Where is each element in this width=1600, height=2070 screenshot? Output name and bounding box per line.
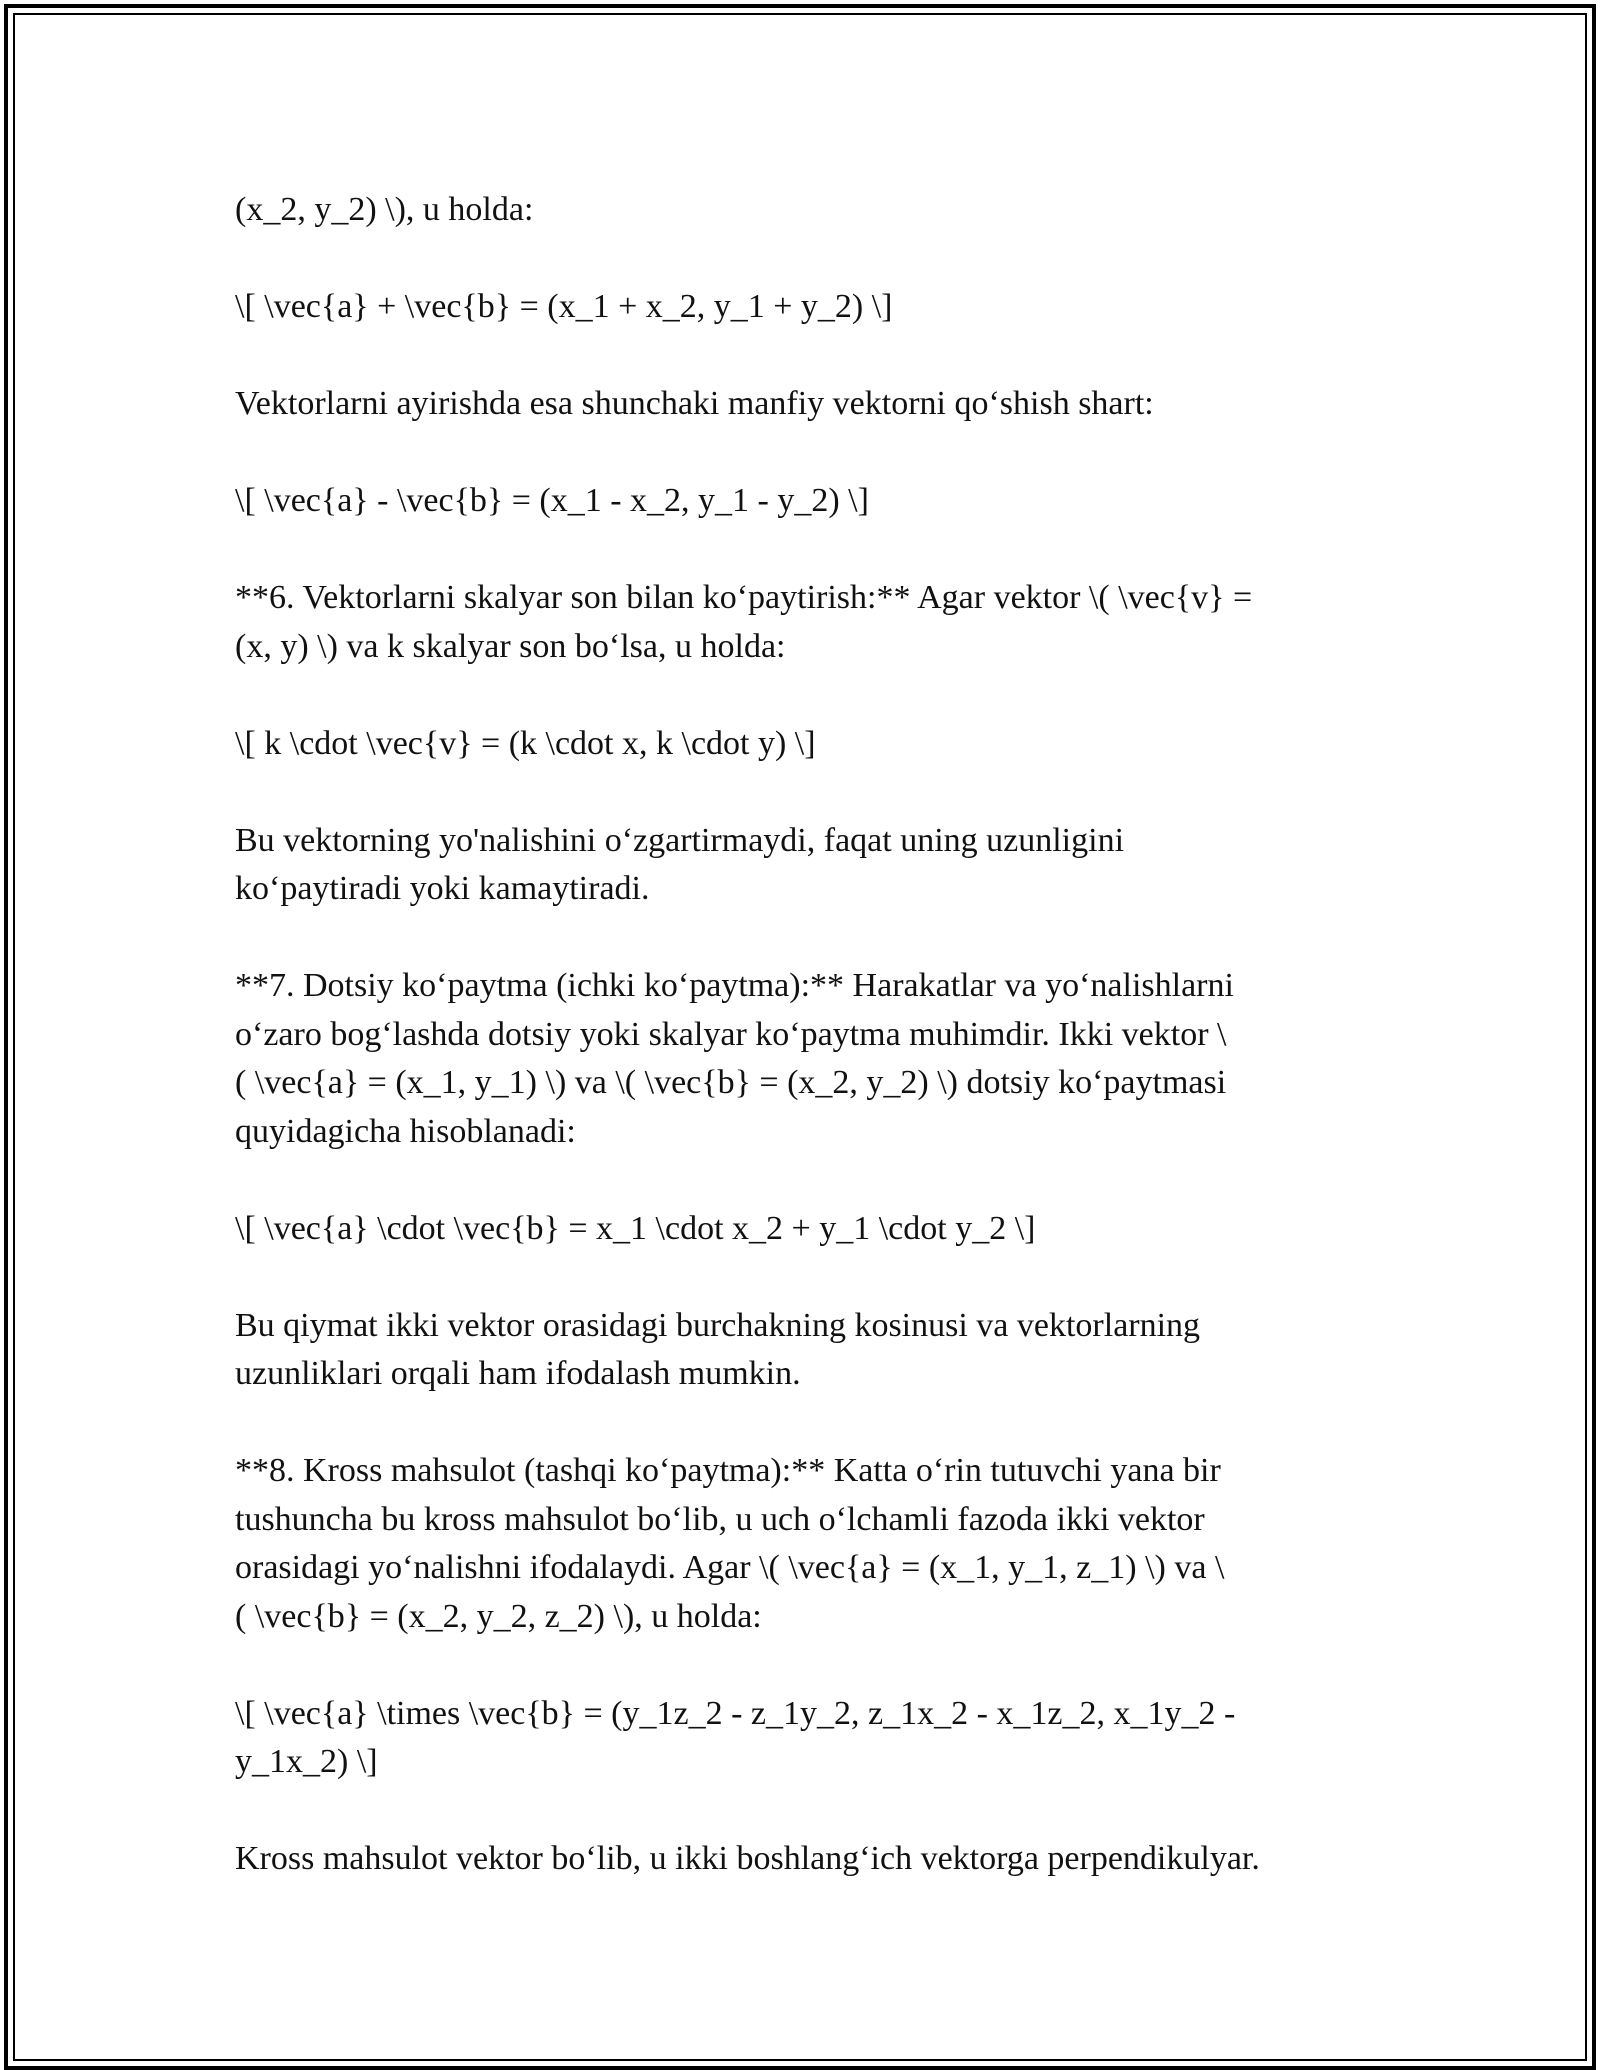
text-line: ( \vec{a} = (x_1, y_1) \) va \( \vec{b} = (x_2, y_2) \) dotsiy ko‘paytmasi xyxy=(235,1064,1227,1101)
paragraph-dot-product-note xyxy=(235,1302,1360,1399)
text-line: quyidagicha hisoblanadi: xyxy=(235,1112,576,1150)
text-line: orasidagi yo‘nalishni ifodalaydi. Agar \( \vec{a} = (x_1, y_1, z_1) \) va \ xyxy=(235,1549,1225,1586)
text-line: ko‘paytiradi yoki kamaytiradi. xyxy=(235,870,650,907)
equation-dot-product xyxy=(235,1205,1360,1254)
equation-vector-difference xyxy=(235,477,1360,526)
text-line: **8. Kross mahsulot (tashqi ko‘paytma):** Katta o‘rin tutuvchi yana bir xyxy=(235,1452,1221,1489)
text-line: Bu qiymat ikki vektor orasidagi burchakning kosinusi va vektorlarning xyxy=(235,1306,1201,1344)
text-line: (x_2, y_2) \), u holda: xyxy=(235,191,534,228)
equation-vector-sum xyxy=(235,283,1360,332)
text-line: \[ \vec{a} + \vec{b} = (x_1 + x_2, y_1 + y_2) \] xyxy=(235,288,893,325)
text-line: **6. Vektorlarni skalyar son bilan ko‘paytirish:** Agar vektor \( \vec{v} = xyxy=(235,579,1253,616)
section-7-dot-product xyxy=(235,962,1360,1156)
text-line: Vektorlarni ayirishda esa shunchaki manfiy vektorni qo‘shish shart: xyxy=(235,385,1154,422)
paragraph-1 xyxy=(235,186,1360,235)
paragraph-cross-product-note xyxy=(235,1835,1360,1884)
equation-scalar-product xyxy=(235,720,1360,769)
text-line: y_1x_2) \] xyxy=(235,1743,378,1780)
paragraph-subtraction-intro xyxy=(235,380,1360,429)
paragraph-scalar-note xyxy=(235,817,1360,914)
text-line: uzunliklari orqali ham ifodalash mumkin. xyxy=(235,1355,801,1392)
text-line: \[ k \cdot \vec{v} = (k \cdot x, k \cdot y) \] xyxy=(235,724,816,762)
text-line: o‘zaro bog‘lashda dotsiy yoki skalyar ko‘paytma muhimdir. Ikki vektor \ xyxy=(235,1015,1227,1053)
text-line: **7. Dotsiy ko‘paytma (ichki ko‘paytma):** Harakatlar va yo‘nalishlarni xyxy=(235,967,1234,1004)
text-line: ( \vec{b} = (x_2, y_2, z_2) \), u holda: xyxy=(235,1597,762,1635)
section-6-scalar-multiplication xyxy=(235,574,1360,671)
equation-cross-product xyxy=(235,1690,1360,1787)
text-line: \[ \vec{a} \cdot \vec{b} = x_1 \cdot x_2 + y_1 \cdot y_2 \] xyxy=(235,1209,1036,1247)
text-line: Bu vektorning yo'nalishini o‘zgartirmaydi, faqat uning uzunligini xyxy=(235,821,1125,859)
text-line: Kross mahsulot vektor bo‘lib, u ikki boshlang‘ich vektorga perpendikulyar. xyxy=(235,1840,1260,1877)
text-line: \[ \vec{a} - \vec{b} = (x_1 - x_2, y_1 - y_2) \] xyxy=(235,482,869,519)
text-line: (x, y) \) va k skalyar son bo‘lsa, u holda: xyxy=(235,627,786,665)
text-line: tushuncha bu kross mahsulot bo‘lib, u uch o‘lchamli fazoda ikki vektor xyxy=(235,1500,1205,1538)
text-line: \[ \vec{a} \times \vec{b} = (y_1z_2 - z_1y_2, z_1x_2 - x_1z_2, x_1y_2 - xyxy=(235,1694,1236,1732)
section-8-cross-product xyxy=(235,1447,1360,1641)
document-body xyxy=(235,186,1360,1884)
